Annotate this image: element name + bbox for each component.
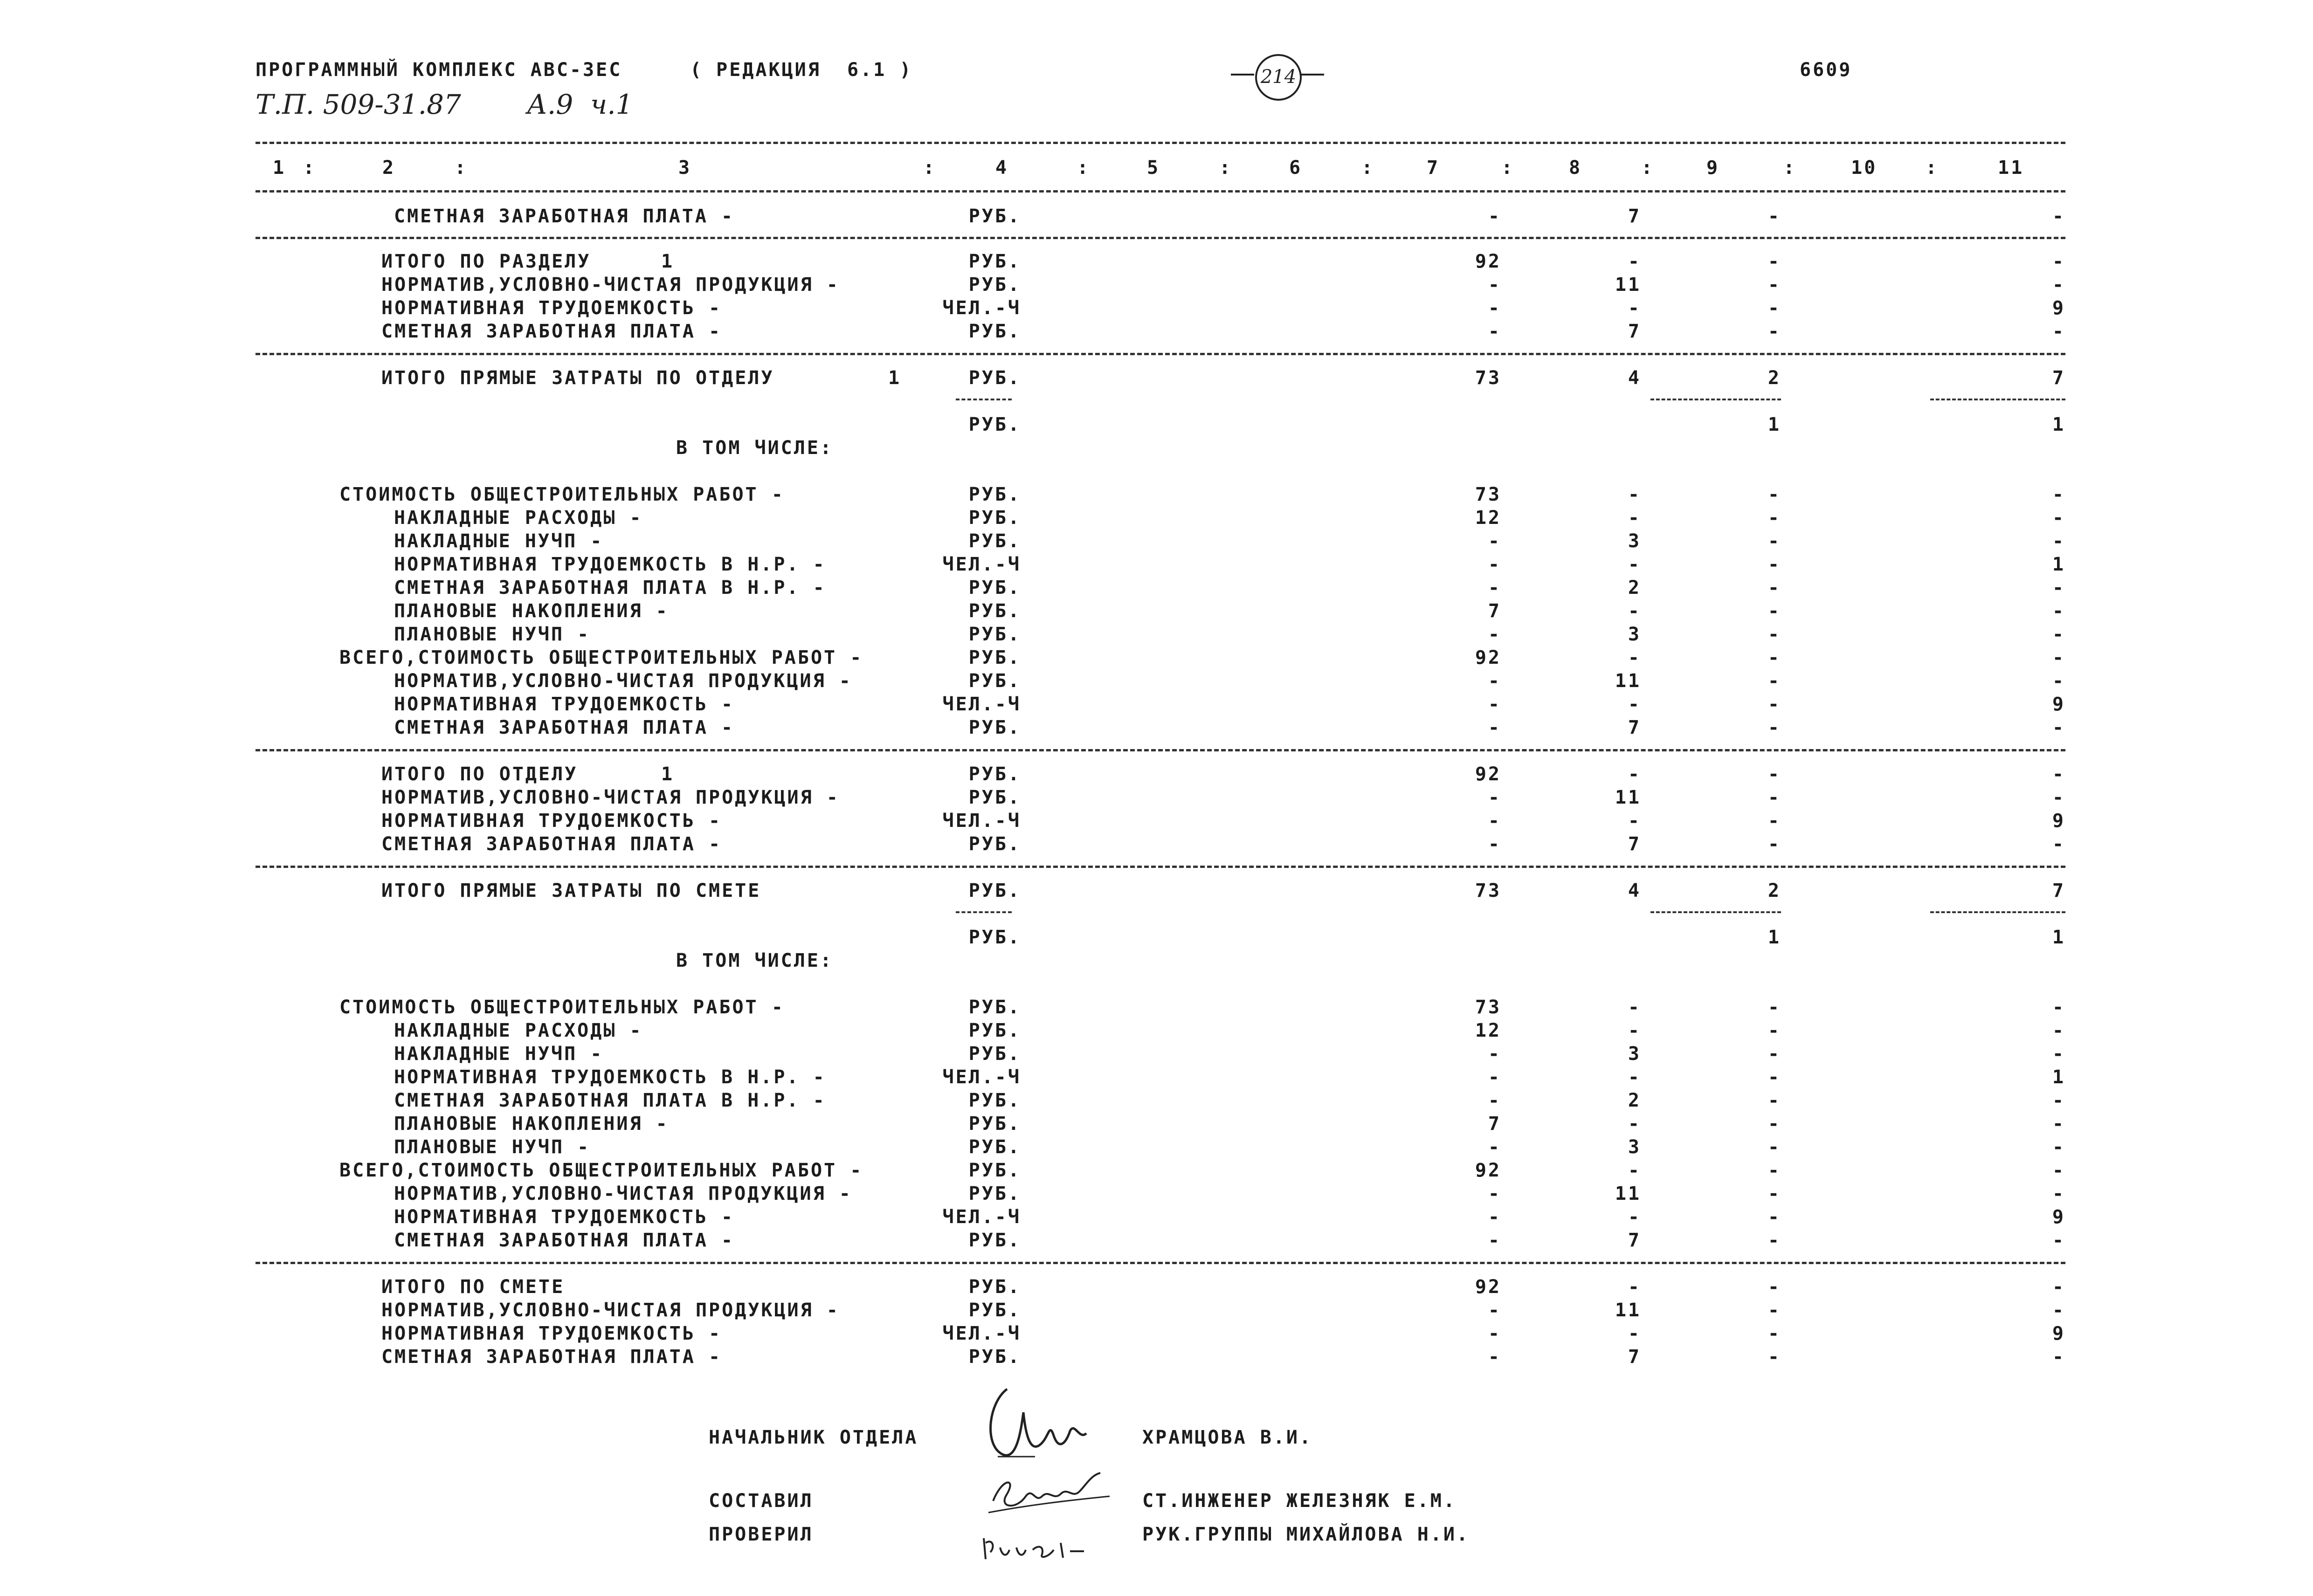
project-number: Т.П. 509-31.87	[255, 89, 461, 120]
cell-col11: -	[2052, 484, 2065, 505]
row-unit: РУБ.	[968, 507, 1021, 529]
row-unit: РУБ.	[968, 833, 1021, 855]
column-number: 4	[995, 157, 1009, 179]
cell-col11: 9	[2052, 1206, 2065, 1228]
cell-col9: -	[1768, 484, 1781, 505]
cell-col9: -	[1768, 787, 1781, 808]
row-label: В ТОМ ЧИСЛЕ:	[676, 437, 833, 459]
cell-col9: -	[1768, 1136, 1781, 1158]
cell-col9: -	[1768, 717, 1781, 738]
row-unit: РУБ.	[968, 997, 1021, 1018]
cell-col9: -	[1768, 1276, 1781, 1298]
cell-col9: -	[1768, 670, 1781, 692]
cell-col7: 73	[1475, 997, 1501, 1018]
row-label: ИТОГО ПО РАЗДЕЛУ	[381, 251, 591, 272]
cell-col8: 3	[1628, 530, 1641, 552]
edition-label: ( РЕДАКЦИЯ 6.1 )	[690, 59, 913, 81]
cell-col7: -	[1488, 787, 1501, 808]
cell-col7: -	[1488, 624, 1501, 645]
row-number: 1	[888, 367, 902, 389]
row-label: НОРМАТИВ,УСЛОВНО-ЧИСТАЯ ПРОДУКЦИЯ -	[394, 670, 852, 692]
cell-col7: 92	[1475, 251, 1501, 272]
row-unit: РУБ.	[968, 577, 1021, 598]
section-rule	[255, 866, 2065, 868]
column-number: 7	[1427, 157, 1440, 179]
column-separator: :	[1077, 157, 1091, 179]
cell-col7: -	[1488, 297, 1501, 319]
header-rule-bottom	[255, 190, 2065, 193]
cell-col9: -	[1768, 1160, 1781, 1181]
row-unit: РУБ.	[968, 1300, 1021, 1321]
cell-col8: -	[1628, 1160, 1641, 1181]
row-label: НОРМАТИВНАЯ ТРУДОЕМКОСТЬ -	[381, 810, 722, 832]
cell-col9: 1	[1768, 927, 1781, 948]
cell-col7: 92	[1475, 1276, 1501, 1298]
cell-col7: -	[1488, 1066, 1501, 1088]
row-unit: РУБ.	[968, 1276, 1021, 1298]
row-unit: РУБ.	[968, 600, 1021, 622]
cell-col9: 2	[1768, 880, 1781, 901]
row-label: СМЕТНАЯ ЗАРАБОТНАЯ ПЛАТА -	[394, 206, 735, 227]
row-label: НОРМАТИВНАЯ ТРУДОЕМКОСТЬ В Н.Р. -	[394, 1066, 826, 1088]
program-title: ПРОГРАММНЫЙ КОМПЛЕКС АВС-3ЕС	[255, 59, 622, 81]
cell-col11: -	[2052, 1300, 2065, 1321]
cell-col8: -	[1628, 251, 1641, 272]
subtotal-underline	[1930, 399, 2065, 400]
row-unit: РУБ.	[968, 1113, 1021, 1135]
cell-col8: -	[1628, 1113, 1641, 1135]
cell-col11: -	[2052, 1090, 2065, 1111]
column-number: 5	[1147, 157, 1160, 179]
cell-col7: -	[1488, 670, 1501, 692]
row-label: НОРМАТИВ,УСЛОВНО-ЧИСТАЯ ПРОДУКЦИЯ -	[381, 1300, 840, 1321]
section-rule	[255, 353, 2065, 355]
cell-col7: -	[1488, 1346, 1501, 1368]
subtotal-underline	[1650, 399, 1781, 400]
cell-col8: 7	[1628, 1346, 1641, 1368]
cell-col11: 1	[2052, 554, 2065, 575]
row-unit: РУБ.	[968, 1230, 1021, 1251]
cell-col8: -	[1628, 554, 1641, 575]
column-separator: :	[1501, 157, 1515, 179]
column-number: 10	[1851, 157, 1878, 179]
cell-col11: -	[2052, 670, 2065, 692]
cell-col8: -	[1628, 297, 1641, 319]
row-unit: РУБ.	[968, 787, 1021, 808]
cell-col7: -	[1488, 321, 1501, 342]
column-separator: :	[1219, 157, 1233, 179]
row-label: ПЛАНОВЫЕ НУЧП -	[394, 624, 591, 645]
cell-col9: -	[1768, 1090, 1781, 1111]
row-unit: РУБ.	[968, 1136, 1021, 1158]
cell-col7: 7	[1488, 1113, 1501, 1135]
cell-col7: -	[1488, 206, 1501, 227]
cell-col8: 3	[1628, 1043, 1641, 1065]
row-number: 1	[661, 764, 675, 785]
row-label: ПЛАНОВЫЕ НАКОПЛЕНИЯ -	[394, 1113, 669, 1135]
cell-col7: 92	[1475, 647, 1501, 668]
row-label: ИТОГО ПРЯМЫЕ ЗАТРАТЫ ПО ОТДЕЛУ	[381, 367, 774, 389]
cell-col11: 9	[2052, 297, 2065, 319]
cell-col9: -	[1768, 997, 1781, 1018]
cell-col11: -	[2052, 833, 2065, 855]
row-number: 1	[661, 251, 675, 272]
row-unit: РУБ.	[968, 1346, 1021, 1368]
cell-col11: 1	[2052, 927, 2065, 948]
cell-col8: 11	[1615, 274, 1641, 296]
cell-col11: -	[2052, 206, 2065, 227]
cell-col11: -	[2052, 764, 2065, 785]
cell-col11: -	[2052, 1160, 2065, 1181]
album-number: А.9 ч.1	[527, 89, 633, 120]
cell-col8: -	[1628, 694, 1641, 715]
cell-col8: 7	[1628, 1230, 1641, 1251]
cell-col8: 2	[1628, 1090, 1641, 1111]
row-unit: ЧЕЛ.-Ч	[942, 297, 1021, 319]
row-unit: РУБ.	[968, 1090, 1021, 1111]
cell-col7: 73	[1475, 880, 1501, 901]
row-unit: РУБ.	[968, 251, 1021, 272]
column-separator: :	[1926, 157, 1939, 179]
cell-col8: -	[1628, 484, 1641, 505]
compiled-signature	[984, 1468, 1114, 1520]
column-separator: :	[1361, 157, 1375, 179]
row-unit: РУБ.	[968, 647, 1021, 668]
cell-col8: 7	[1628, 206, 1641, 227]
column-separator: :	[303, 157, 317, 179]
row-label: НОРМАТИВНАЯ ТРУДОЕМКОСТЬ -	[394, 1206, 735, 1228]
cell-col7: -	[1488, 717, 1501, 738]
cell-col9: -	[1768, 554, 1781, 575]
row-unit: ЧЕЛ.-Ч	[942, 1323, 1021, 1344]
cell-col9: -	[1768, 833, 1781, 855]
cell-col7: 12	[1475, 507, 1501, 529]
row-unit: РУБ.	[968, 1183, 1021, 1204]
cell-col9: -	[1768, 624, 1781, 645]
row-label: НОРМАТИВНАЯ ТРУДОЕМКОСТЬ -	[381, 1323, 722, 1344]
row-label: НАКЛАДНЫЕ РАСХОДЫ -	[394, 507, 643, 529]
row-label: В ТОМ ЧИСЛЕ:	[676, 950, 833, 971]
cell-col11: -	[2052, 1043, 2065, 1065]
cell-col7: -	[1488, 577, 1501, 598]
cell-col8: 7	[1628, 321, 1641, 342]
row-unit: ЧЕЛ.-Ч	[942, 1206, 1021, 1228]
row-unit: РУБ.	[968, 927, 1021, 948]
cell-col8: 7	[1628, 833, 1641, 855]
row-label: НОРМАТИВНАЯ ТРУДОЕМКОСТЬ -	[381, 297, 722, 319]
cell-col11: -	[2052, 624, 2065, 645]
cell-col11: 9	[2052, 1323, 2065, 1344]
cell-col7: -	[1488, 1300, 1501, 1321]
cell-col7: -	[1488, 274, 1501, 296]
cell-col7: 7	[1488, 600, 1501, 622]
column-number: 9	[1706, 157, 1720, 179]
cell-col9: -	[1768, 297, 1781, 319]
section-rule	[255, 237, 2065, 239]
checked-name: РУК.ГРУППЫ МИХАЙЛОВА Н.И.	[1142, 1524, 1470, 1545]
cell-col8: -	[1628, 600, 1641, 622]
row-label: НОРМАТИВНАЯ ТРУДОЕМКОСТЬ В Н.Р. -	[394, 554, 826, 575]
head-title: НАЧАЛЬНИК ОТДЕЛА	[709, 1427, 918, 1448]
column-number: 8	[1569, 157, 1582, 179]
cell-col9: -	[1768, 507, 1781, 529]
cell-col7: -	[1488, 554, 1501, 575]
column-separator: :	[455, 157, 468, 179]
cell-col7: -	[1488, 1323, 1501, 1344]
cell-col11: 1	[2052, 1066, 2065, 1088]
cell-col8: -	[1628, 997, 1641, 1018]
cell-col7: -	[1488, 1206, 1501, 1228]
cell-col11: -	[2052, 530, 2065, 552]
cell-col11: -	[2052, 274, 2065, 296]
cell-col9: -	[1768, 1043, 1781, 1065]
cell-col7: -	[1488, 810, 1501, 832]
cell-col9: -	[1768, 810, 1781, 832]
row-unit: РУБ.	[968, 367, 1021, 389]
cell-col8: 2	[1628, 577, 1641, 598]
cell-col9: -	[1768, 1113, 1781, 1135]
cell-col11: -	[2052, 717, 2065, 738]
cell-col9: -	[1768, 1300, 1781, 1321]
head-name: ХРАМЦОВА В.И.	[1142, 1427, 1313, 1448]
row-unit: РУБ.	[968, 624, 1021, 645]
row-label: СМЕТНАЯ ЗАРАБОТНАЯ ПЛАТА -	[381, 321, 722, 342]
cell-col11: -	[2052, 251, 2065, 272]
cell-col9: -	[1768, 1346, 1781, 1368]
cell-col11: -	[2052, 1020, 2065, 1041]
row-unit: РУБ.	[968, 414, 1021, 435]
row-label: НАКЛАДНЫЕ НУЧП -	[394, 530, 604, 552]
row-unit: РУБ.	[968, 1043, 1021, 1065]
cell-col7: -	[1488, 694, 1501, 715]
cell-col11: 9	[2052, 810, 2065, 832]
cell-col11: -	[2052, 1183, 2065, 1204]
cell-col9: -	[1768, 321, 1781, 342]
cell-col8: 3	[1628, 1136, 1641, 1158]
row-label: НАКЛАДНЫЕ РАСХОДЫ -	[394, 1020, 643, 1041]
row-unit: ЧЕЛ.-Ч	[942, 554, 1021, 575]
column-number: 1	[273, 157, 286, 179]
cell-col8: 3	[1628, 624, 1641, 645]
cell-col8: -	[1628, 507, 1641, 529]
row-label: СМЕТНАЯ ЗАРАБОТНАЯ ПЛАТА -	[394, 717, 735, 738]
row-label: ПЛАНОВЫЕ НАКОПЛЕНИЯ -	[394, 600, 669, 622]
compiled-name: СТ.ИНЖЕНЕР ЖЕЛЕЗНЯК Е.М.	[1142, 1490, 1457, 1512]
row-unit: ЧЕЛ.-Ч	[942, 694, 1021, 715]
row-unit: РУБ.	[968, 274, 1021, 296]
section-rule	[255, 1262, 2065, 1264]
cell-col9: -	[1768, 1323, 1781, 1344]
column-number: 11	[1998, 157, 2024, 179]
section-rule	[255, 749, 2065, 751]
cell-col8: -	[1628, 1276, 1641, 1298]
cell-col8: 4	[1628, 367, 1641, 389]
cell-col7: -	[1488, 1043, 1501, 1065]
cell-col8: -	[1628, 810, 1641, 832]
cell-col11: -	[2052, 1346, 2065, 1368]
cell-col9: -	[1768, 206, 1781, 227]
row-label: ИТОГО ПО ОТДЕЛУ	[381, 764, 578, 785]
row-unit: ЧЕЛ.-Ч	[942, 810, 1021, 832]
subtotal-underline	[1930, 911, 2065, 913]
subtotal-underline	[1650, 911, 1781, 913]
column-separator: :	[1783, 157, 1797, 179]
cell-col7: -	[1488, 1183, 1501, 1204]
cell-col9: -	[1768, 600, 1781, 622]
stamp-dash-lines	[1231, 70, 1324, 79]
row-label: СМЕТНАЯ ЗАРАБОТНАЯ ПЛАТА В Н.Р. -	[394, 577, 826, 598]
cell-col11: -	[2052, 787, 2065, 808]
subtotal-underline	[956, 399, 1012, 400]
cell-col8: -	[1628, 1066, 1641, 1088]
cell-col7: -	[1488, 1090, 1501, 1111]
row-label: НАКЛАДНЫЕ НУЧП -	[394, 1043, 604, 1065]
cell-col11: -	[2052, 647, 2065, 668]
row-unit: РУБ.	[968, 530, 1021, 552]
cell-col9: -	[1768, 577, 1781, 598]
cell-col9: 1	[1768, 414, 1781, 435]
cell-col8: -	[1628, 1323, 1641, 1344]
cell-col7: 12	[1475, 1020, 1501, 1041]
column-number: 3	[678, 157, 692, 179]
cell-col7: 92	[1475, 764, 1501, 785]
cell-col11: -	[2052, 1276, 2065, 1298]
row-label: НОРМАТИВ,УСЛОВНО-ЧИСТАЯ ПРОДУКЦИЯ -	[394, 1183, 852, 1204]
cell-col11: -	[2052, 577, 2065, 598]
cell-col7: 73	[1475, 484, 1501, 505]
row-unit: РУБ.	[968, 1160, 1021, 1181]
row-label: СТОИМОСТЬ ОБЩЕСТРОИТЕЛЬНЫХ РАБОТ -	[339, 484, 785, 505]
row-label: СМЕТНАЯ ЗАРАБОТНАЯ ПЛАТА -	[381, 833, 722, 855]
cell-col11: -	[2052, 507, 2065, 529]
row-unit: РУБ.	[968, 206, 1021, 227]
checked-signature	[979, 1524, 1100, 1562]
row-unit: ЧЕЛ.-Ч	[942, 1066, 1021, 1088]
cell-col9: -	[1768, 1206, 1781, 1228]
cell-col11: -	[2052, 1113, 2065, 1135]
cell-col9: -	[1768, 694, 1781, 715]
row-unit: РУБ.	[968, 670, 1021, 692]
cell-col11: 7	[2052, 367, 2065, 389]
row-unit: РУБ.	[968, 764, 1021, 785]
cell-col11: 9	[2052, 694, 2065, 715]
cell-col7: -	[1488, 530, 1501, 552]
cell-col9: 2	[1768, 367, 1781, 389]
row-label: ВСЕГО,СТОИМОСТЬ ОБЩЕСТРОИТЕЛЬНЫХ РАБОТ -	[339, 1160, 863, 1181]
row-unit: РУБ.	[968, 880, 1021, 901]
row-label: ПЛАНОВЫЕ НУЧП -	[394, 1136, 591, 1158]
cell-col11: -	[2052, 1136, 2065, 1158]
cell-col9: -	[1768, 647, 1781, 668]
cell-col7: 92	[1475, 1160, 1501, 1181]
cell-col8: 11	[1615, 1300, 1641, 1321]
row-label: СМЕТНАЯ ЗАРАБОТНАЯ ПЛАТА В Н.Р. -	[394, 1090, 826, 1111]
header-rule-top	[255, 142, 2065, 144]
cell-col7: -	[1488, 1136, 1501, 1158]
cell-col9: -	[1768, 274, 1781, 296]
cell-col8: 11	[1615, 670, 1641, 692]
row-label: ИТОГО ПО СМЕТЕ	[381, 1276, 565, 1298]
cell-col8: 4	[1628, 880, 1641, 901]
column-separator: :	[1641, 157, 1655, 179]
row-label: НОРМАТИВНАЯ ТРУДОЕМКОСТЬ -	[394, 694, 735, 715]
compiled-title: СОСТАВИЛ	[709, 1490, 814, 1512]
row-label: ИТОГО ПРЯМЫЕ ЗАТРАТЫ ПО СМЕТЕ	[381, 880, 761, 901]
column-separator: :	[923, 157, 937, 179]
cell-col11: -	[2052, 1230, 2065, 1251]
cell-col8: 7	[1628, 717, 1641, 738]
row-label: СМЕТНАЯ ЗАРАБОТНАЯ ПЛАТА -	[394, 1230, 735, 1251]
row-unit: РУБ.	[968, 484, 1021, 505]
cell-col8: -	[1628, 647, 1641, 668]
cell-col8: 11	[1615, 1183, 1641, 1204]
row-unit: РУБ.	[968, 1020, 1021, 1041]
cell-col8: -	[1628, 1020, 1641, 1041]
cell-col11: -	[2052, 321, 2065, 342]
cell-col9: -	[1768, 1230, 1781, 1251]
row-label: СТОИМОСТЬ ОБЩЕСТРОИТЕЛЬНЫХ РАБОТ -	[339, 997, 785, 1018]
cell-col7: -	[1488, 833, 1501, 855]
cell-col9: -	[1768, 1066, 1781, 1088]
cell-col7: -	[1488, 1230, 1501, 1251]
column-number: 6	[1289, 157, 1303, 179]
cell-col9: -	[1768, 1183, 1781, 1204]
row-label: НОРМАТИВ,УСЛОВНО-ЧИСТАЯ ПРОДУКЦИЯ -	[381, 787, 840, 808]
row-label: НОРМАТИВ,УСЛОВНО-ЧИСТАЯ ПРОДУКЦИЯ -	[381, 274, 840, 296]
column-number: 2	[382, 157, 396, 179]
cell-col9: -	[1768, 1020, 1781, 1041]
cell-col9: -	[1768, 764, 1781, 785]
subtotal-underline	[956, 911, 1012, 913]
page-number: 214	[1260, 66, 1297, 88]
row-label: ВСЕГО,СТОИМОСТЬ ОБЩЕСТРОИТЕЛЬНЫХ РАБОТ -	[339, 647, 863, 668]
cell-col8: -	[1628, 764, 1641, 785]
cell-col9: -	[1768, 530, 1781, 552]
row-label: СМЕТНАЯ ЗАРАБОТНАЯ ПЛАТА -	[381, 1346, 722, 1368]
cell-col11: -	[2052, 997, 2065, 1018]
document-code: 6609	[1800, 59, 1852, 81]
checked-title: ПРОВЕРИЛ	[709, 1524, 814, 1545]
cell-col8: 11	[1615, 787, 1641, 808]
cell-col11: -	[2052, 600, 2065, 622]
head-signature	[979, 1375, 1091, 1468]
cell-col11: 7	[2052, 880, 2065, 901]
cell-col9: -	[1768, 251, 1781, 272]
cell-col8: -	[1628, 1206, 1641, 1228]
cell-col11: 1	[2052, 414, 2065, 435]
row-unit: РУБ.	[968, 717, 1021, 738]
cell-col7: 73	[1475, 367, 1501, 389]
row-unit: РУБ.	[968, 321, 1021, 342]
